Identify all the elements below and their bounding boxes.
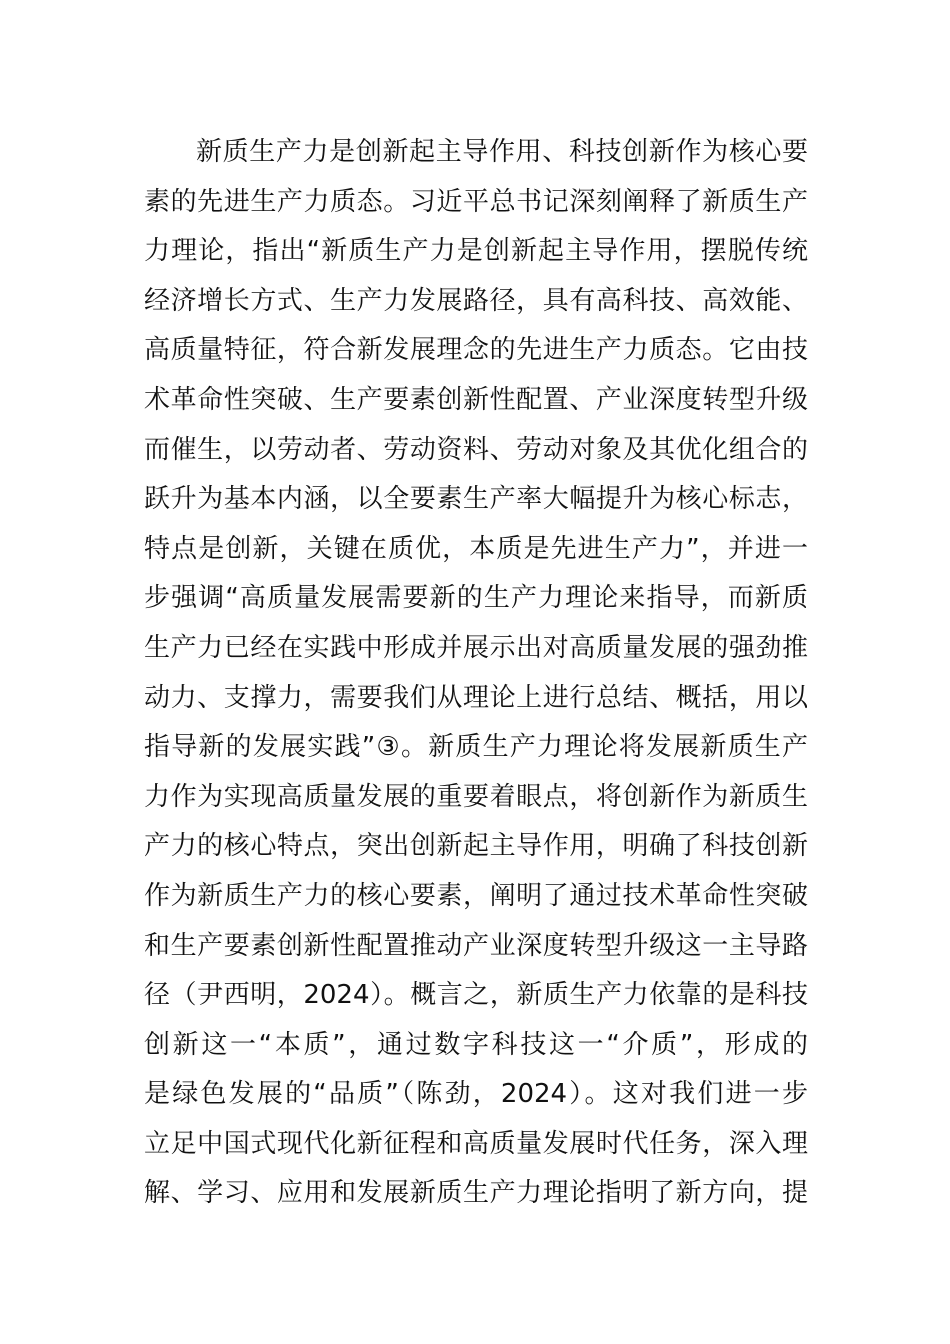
paragraph-line: 特点是创新，关键在质优，本质是先进生产力”，并进一 [144,533,808,564]
paragraph-line: 高质量特征，符合新发展理念的先进生产力质态。它由技 [144,335,808,366]
paragraph-line: 动力、支撑力，需要我们从理论上进行总结、概括，用以 [144,682,808,713]
paragraph-line: 力作为实现高质量发展的重要着眼点，将创新作为新质生 [144,781,808,812]
paragraph-line: 径（尹西明，2024）。概言之，新质生产力依靠的是科技 [144,980,808,1011]
paragraph-line: 和生产要素创新性配置推动产业深度转型升级这一主导路 [144,930,808,961]
paragraph-line: 素的先进生产力质态。习近平总书记深刻阐释了新质生产 [144,186,808,217]
paragraph-line: 作为新质生产力的核心要素，阐明了通过技术革命性突破 [144,880,808,911]
body-paragraph [144,128,808,1219]
paragraph-line: 而催生，以劳动者、劳动资料、劳动对象及其优化组合的 [144,434,808,465]
paragraph-line: 新质生产力是创新起主导作用、科技创新作为核心要 [196,137,808,167]
paragraph-line: 产力的核心特点，突出创新起主导作用，明确了科技创新 [144,831,808,862]
paragraph-line: 步强调“高质量发展需要新的生产力理论来指导，而新质 [144,583,808,614]
paragraph-line: 跃升为基本内涵，以全要素生产率大幅提升为核心标志， [144,484,808,515]
paragraph-line: 立足中国式现代化新征程和高质量发展时代任务，深入理 [144,1128,808,1159]
paragraph-line: 指导新的发展实践”③。新质生产力理论将发展新质生产 [144,732,808,763]
paragraph-line: 创新这一“本质”，通过数字科技这一“介质”，形成的 [144,1029,808,1060]
paragraph-line: 是绿色发展的“品质”（陈劲，2024）。这对我们进一步 [144,1079,808,1110]
paragraph-line: 力理论，指出“新质生产力是创新起主导作用，摆脱传统 [144,236,808,267]
paragraph-line: 生产力已经在实践中形成并展示出对高质量发展的强劲推 [144,632,808,663]
paragraph-line: 解、学习、应用和发展新质生产力理论指明了新方向，提 [144,1178,808,1209]
paragraph-line: 经济增长方式、生产力发展路径，具有高科技、高效能、 [144,285,808,316]
paragraph-line: 术革命性突破、生产要素创新性配置、产业深度转型升级 [144,384,808,415]
